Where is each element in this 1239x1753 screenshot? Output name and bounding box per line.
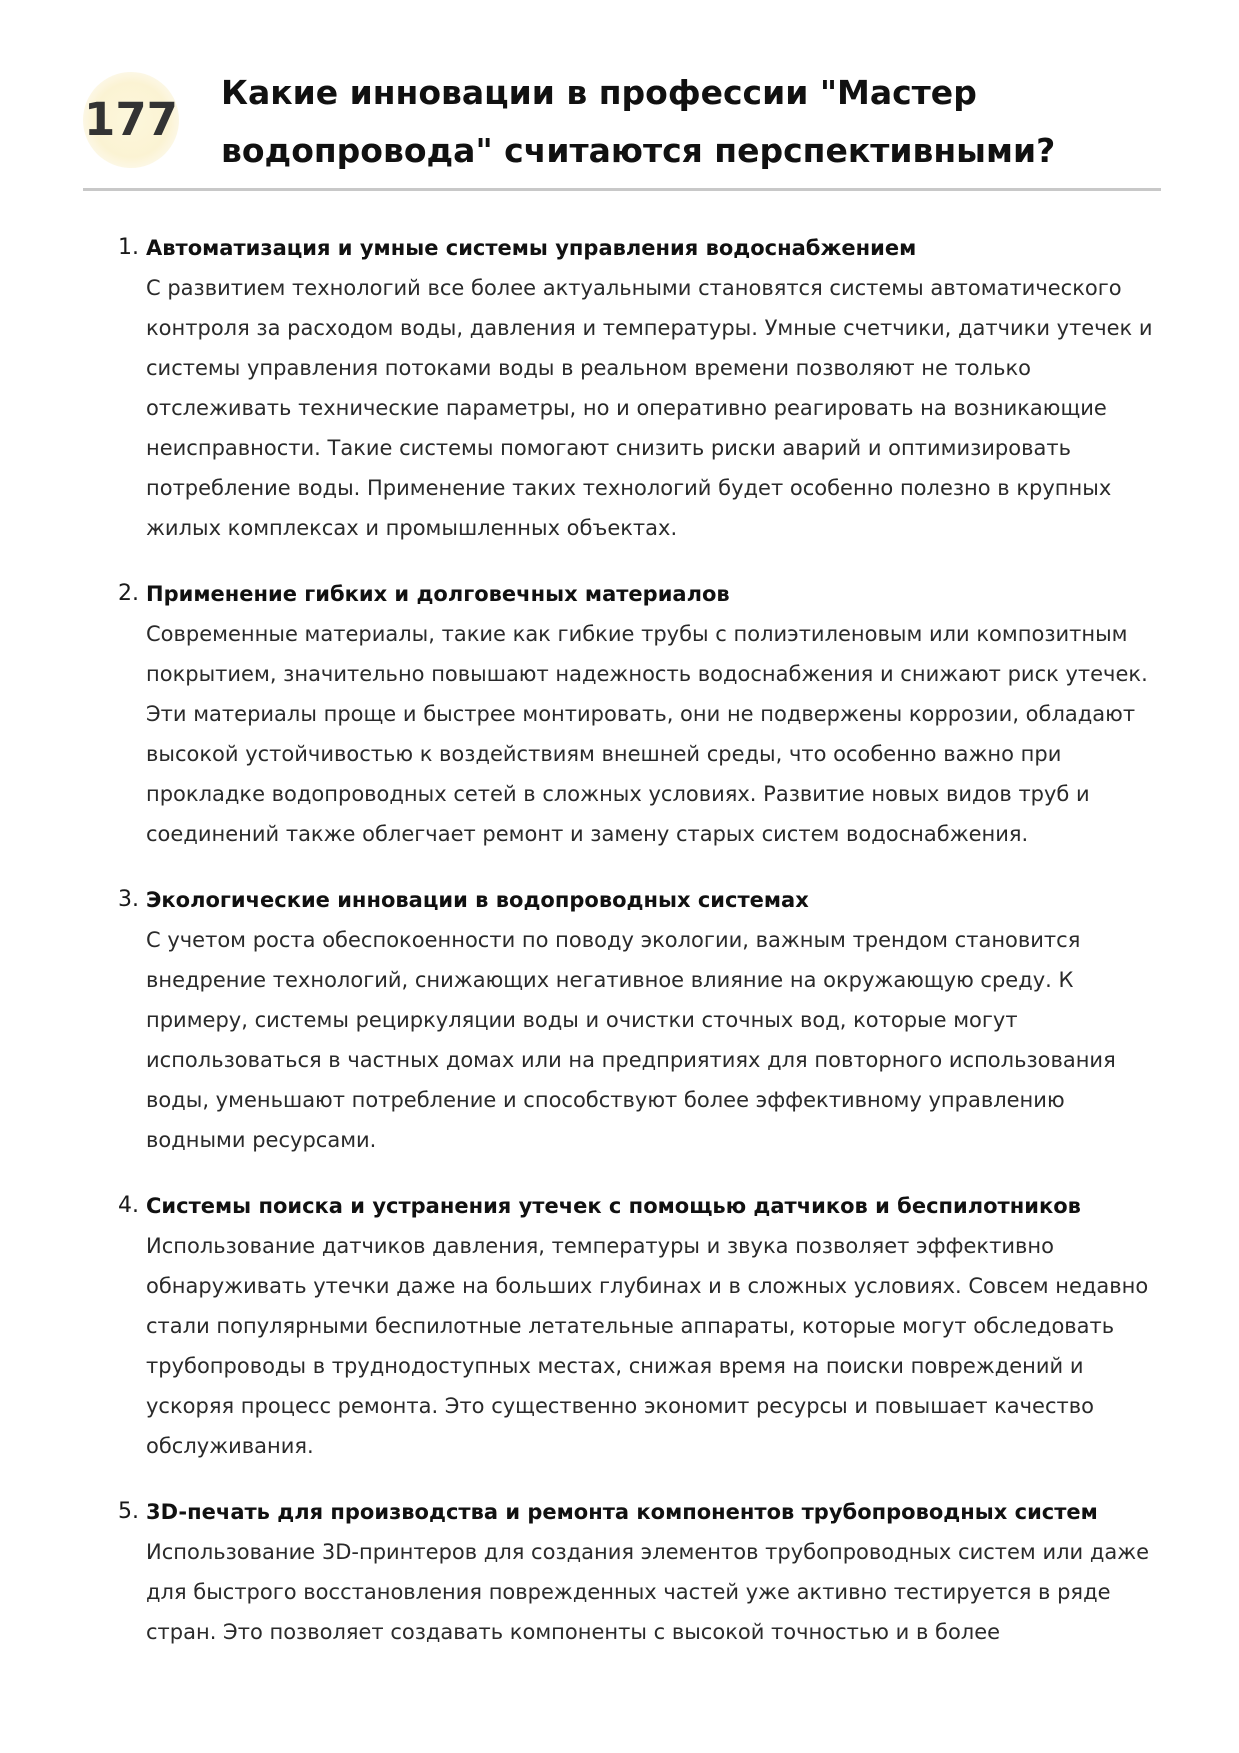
item-number: 4. [118,1193,139,1218]
item-number: 2. [118,581,139,606]
item-number: 5. [118,1499,139,1524]
list-item [118,1186,1166,1466]
item-text: Использование 3D-принтеров для создания элементов трубопроводных систем или даже для быстрого восстановления поврежденных частей уже активно тестируется в ряде стран. Это позволяет создавать компоненты с высокой точностью и в более [146,1540,1150,1644]
page-title: Какие инновации в профессии "Мастер водопровода" считаются перспективными? [221,73,1056,170]
item-title: Автоматизация и умные системы управления водоснабжением [146,236,917,260]
item-text: С учетом роста обеспокоенности по поводу экологии, важным трендом становится внедрение технологий, снижающих негативное влияние на окружающую среду. К примеру, системы рециркуляции воды и очистки сточных вод, которые могут использоваться в частных домах или на предприятиях для повторного использования воды, уменьшают потребление и способствуют более эффективному управлению водными ресурсами. [146,928,1116,1152]
item-title: 3D-печать для производства и ремонта компонентов трубопроводных систем [146,1500,1098,1524]
innovation-list [118,228,1166,1678]
list-item [118,1492,1166,1652]
list-item [118,880,1166,1160]
item-title: Применение гибких и долговечных материалов [146,582,730,606]
question-number-badge [83,72,179,168]
item-title: Системы поиска и устранения утечек с помощью датчиков и беспилотников [146,1194,1081,1218]
item-number: 1. [118,235,139,260]
item-number: 3. [118,887,139,912]
item-text: С развитием технологий все более актуальными становятся системы автоматического контроля за расходом воды, давления и температуры. Умные счетчики, датчики утечек и системы управления потоками воды в реальном времени позволяют не только отслеживать технические параметры, но и оперативно реагировать на возникающие неисправности. Такие системы помогают снизить риски аварий и оптимизировать потребление воды. Применение таких технологий будет особенно полезно в крупных жилых комплексах и промышленных объектах. [146,276,1153,540]
list-item [118,228,1166,548]
item-text: Использование датчиков давления, температуры и звука позволяет эффективно обнаруживать утечки даже на больших глубинах и в сложных условиях. Совсем недавно стали популярными беспилотные летательные аппараты, которые могут обследовать трубопроводы в труднодоступных местах, снижая время на поиски повреждений и ускоряя процесс ремонта. Это существенно экономит ресурсы и повышает качество обслуживания. [146,1234,1149,1458]
page-header [83,62,1161,191]
list-item [118,574,1166,854]
question-number: 177 [84,93,178,146]
item-title: Экологические инновации в водопроводных системах [146,888,809,912]
item-text: Современные материалы, такие как гибкие трубы с полиэтиленовым или композитным покрытием, значительно повышают надежность водоснабжения и снижают риск утечек. Эти материалы проще и быстрее монтировать, они не подвержены коррозии, обладают высокой устойчивостью к воздействиям внешней среды, что особенно важно при прокладке водопроводных сетей в сложных условиях. Развитие новых видов труб и соединений также облегчает ремонт и замену старых систем водоснабжения. [146,622,1148,846]
